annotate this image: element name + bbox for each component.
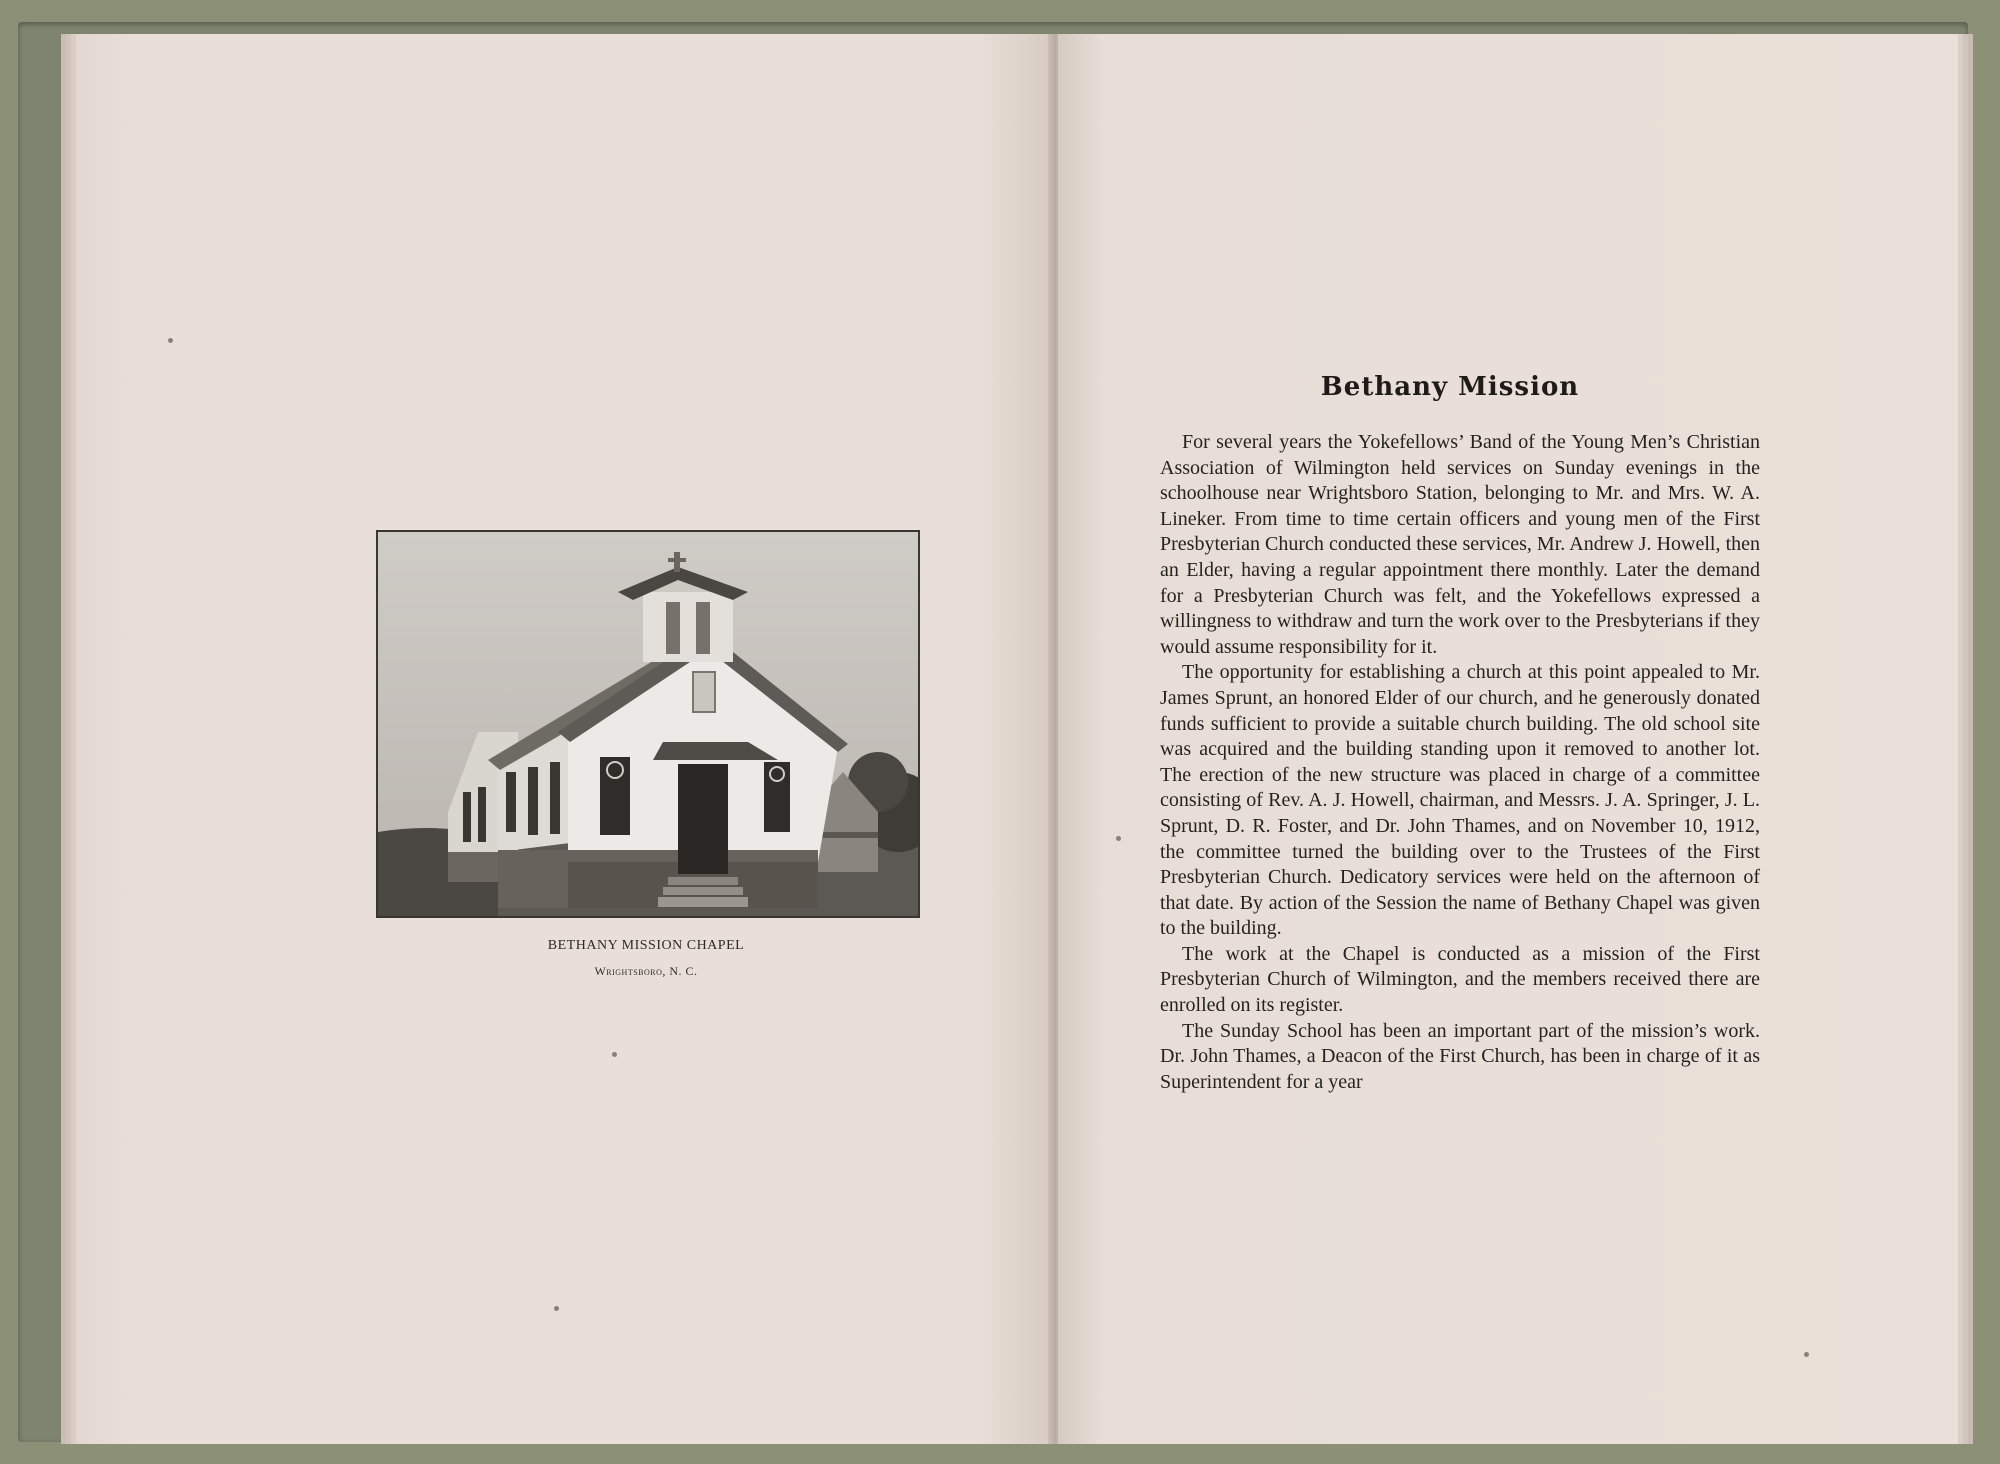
left-page <box>76 34 1056 1444</box>
paper-speck <box>1116 836 1121 841</box>
paragraph: The work at the Chapel is conducted as a mission of the First Presbyterian Church of Wilmington, and the members received there are enrolled on its register. <box>1160 942 1760 1017</box>
article-body <box>1160 430 1760 1095</box>
paper-speck <box>168 338 173 343</box>
paper-speck <box>1804 1352 1809 1357</box>
paragraph: The opportunity for establishing a church at this point appealed to Mr. James Sprunt, an honored Elder of our church, and he generously donated funds sufficient to provide a suitable church building. The old school site was acquired and the building standing upon it removed to another lot. The erection of the new structure was placed in charge of a committee consisting of Rev. A. J. Howell, chairman, and Messrs. J. A. Springer, J. L. Sprunt, D. R. Foster, and Dr. John Thames, and on November 10, 1912, the committee turned the building over to the Trustees of the First Presbyterian Church. Dedicatory services were held on the afternoon of that date. By action of the Session the name of Bethany Chapel was given to the building. <box>1160 661 1760 940</box>
show-through-text <box>496 334 956 361</box>
chapel-photograph <box>376 530 920 918</box>
section-heading: Bethany Mission <box>1320 372 1580 402</box>
paragraph: The Sunday School has been an important part of the mission’s work. Dr. John Thames, a Deacon of the First Church, has been in charge of it as Superintendent for a year <box>1160 1019 1760 1093</box>
chapel-photo-image <box>378 532 918 916</box>
paper-speck <box>554 1306 559 1311</box>
photo-caption-title: BETHANY MISSION CHAPEL <box>547 938 745 953</box>
paper-speck <box>612 1052 617 1057</box>
photo-caption-location: Wrightsboro, N. C. <box>594 964 698 978</box>
paragraph: For several years the Yokefellows’ Band of the Young Men’s Christian Association of Wilmington held services on Sunday evenings in the schoolhouse near Wrightsboro Station, belonging to Mr. and Mrs. W. A. Lineker. From time to time certain officers and young men of the First Presbyterian Church conducted these services, Mr. Andrew J. Howell, then an Elder, having a regular appointment there monthly. Later the demand for a Presbyterian Church was felt, and the Yokefellows expressed a willingness to withdraw and turn the work over to the Presbyterians if they would assume responsibility for it. <box>1160 431 1760 658</box>
